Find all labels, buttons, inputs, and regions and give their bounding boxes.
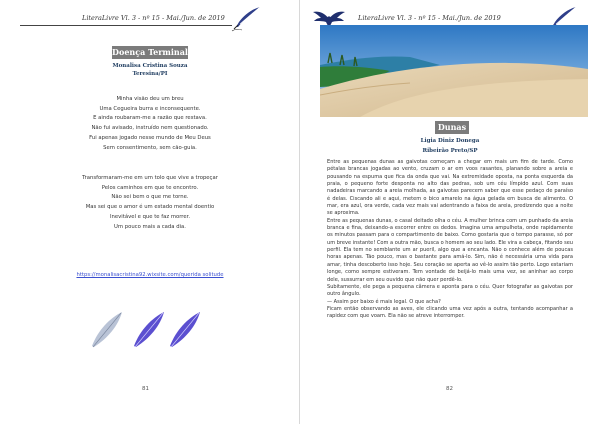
author-website-link[interactable]: https://monalisacristina92.wixsite.com/querida solitude xyxy=(76,272,224,278)
poem-line: Fui apenas jogado nesse mundo de Meu Deus xyxy=(89,134,211,141)
author-name: Ligia Diniz Donega xyxy=(420,138,480,144)
paragraph: Subitamente, ele pega a pequena câmera e aponta para o céu. Quer fotografar as gaivotas por outro ângulo. xyxy=(327,283,573,298)
paragraph: — Assim por baixo é mais legal. O que acha? xyxy=(327,298,441,305)
paragraph: Entre as pequenas dunas as gaivotas começam a chegar em mais um fim de tarde. Como pétalas brancas jogadas ao vento, cruzam o ar em voos rasantes, planando sobre a areia e pousando na espuma que fica da onda que vai. Na extremidade oposta, na ponta esquerda da praia, o pequeno forte desponta no alto das pedras, sob um céu límpido azul. Com suas nadadeiras marcando a areia molhada, as gaivotas parecem saber que esse pedaço de paraíso é delas. Ciscando ali e aqui, metem o bico amarelo na água gelada em busca de alimento. O mar, era azul, ora verde, cada vez mais vai adentrando a faixa de areia, predizendo que a noite se aproxima. xyxy=(327,159,573,217)
page-number: 82 xyxy=(446,386,453,392)
story-title: Dunas xyxy=(435,121,469,134)
poem-line: Sem consentimento, sem cão-guia. xyxy=(103,144,197,151)
story-text xyxy=(327,159,573,321)
author-location: Teresina/PI xyxy=(132,71,168,77)
poem-line: Pelos caminhos em que te encontro. xyxy=(101,184,199,191)
quill-pen-icon xyxy=(230,6,264,32)
poem-line: Minha visão deu um breu xyxy=(116,96,184,102)
poem-line: Mas sei que o amor é um estado mental doentio xyxy=(85,204,215,211)
poem-stanza-2 xyxy=(0,174,300,232)
poem-line: Um pouco mais a cada dia. xyxy=(114,223,186,230)
paragraph: Ficam então observando as aves, ele clicando uma vez após a outra, tentando acompanhar a rapidez com que voam. Ela não se atreve interromper. xyxy=(327,305,573,320)
poem-line: Inevitável e que te faz morrer. xyxy=(109,213,191,220)
poem-title: Doença Terminal xyxy=(112,47,188,57)
poem-line: Não fui avisado, instruído nem questionado. xyxy=(91,125,209,132)
header-text: LiteraLivre Vl. 3 - nº 15 - Mai./Jun. de 2019 xyxy=(82,14,225,22)
paragraph: Entre as pequenas dunas, o casal deitado olha o céu. A mulher brinca com um punhado da areia branca e fina, deixando-a escorrer entre os dedos. Imagina uma ampulheta, onde rapidamente os minutos passam para o compartimento de baixo. Como gostaria que o tempo parasse, só por um breve instante! Com a outra mão, busca o homem ao seu lado. Ele vira a cabeça, fitando seu perfil. Ela tem no semblante um ar pueril, algo que a encanta. Não o conhece além de poucas horas apenas. Tão pouco, mas o bastante para amá-lo. Sim, não é necessária uma vida para amar, tinha descoberto isso hoje. Seu coração se aperta ao vê-lo assim tão perto. Logo estariam longe, como sempre estiveram. Tem vontade de beijá-lo mais uma vez, se aninhar ao corpo dele, sussurrar em seu ouvido que não quer perdê-lo. xyxy=(327,217,574,283)
poem-line: Uma Cegueira burra e inconsequente. xyxy=(99,105,201,112)
page-number: 81 xyxy=(142,386,149,392)
header-text: LiteraLivre Vl. 3 - nº 15 - Mai./Jun. de 2019 xyxy=(358,14,501,22)
author-location: Ribeirão Preto/SP xyxy=(422,148,478,154)
page-header xyxy=(0,6,300,28)
poem-line: Não sei bem o que me torne. xyxy=(111,194,189,201)
feathers-icon xyxy=(88,302,208,352)
right-page xyxy=(300,0,600,424)
dunes-photo xyxy=(320,25,588,117)
poem-line: Transformaram-me em um tolo que vive a tropeçar xyxy=(82,175,218,181)
author-name: Monalisa Cristina Souza xyxy=(112,63,188,69)
poem-line: E ainda roubaram-me a razão que restava. xyxy=(93,115,207,122)
header-rule xyxy=(20,25,232,26)
poem-stanza-1 xyxy=(0,95,300,153)
